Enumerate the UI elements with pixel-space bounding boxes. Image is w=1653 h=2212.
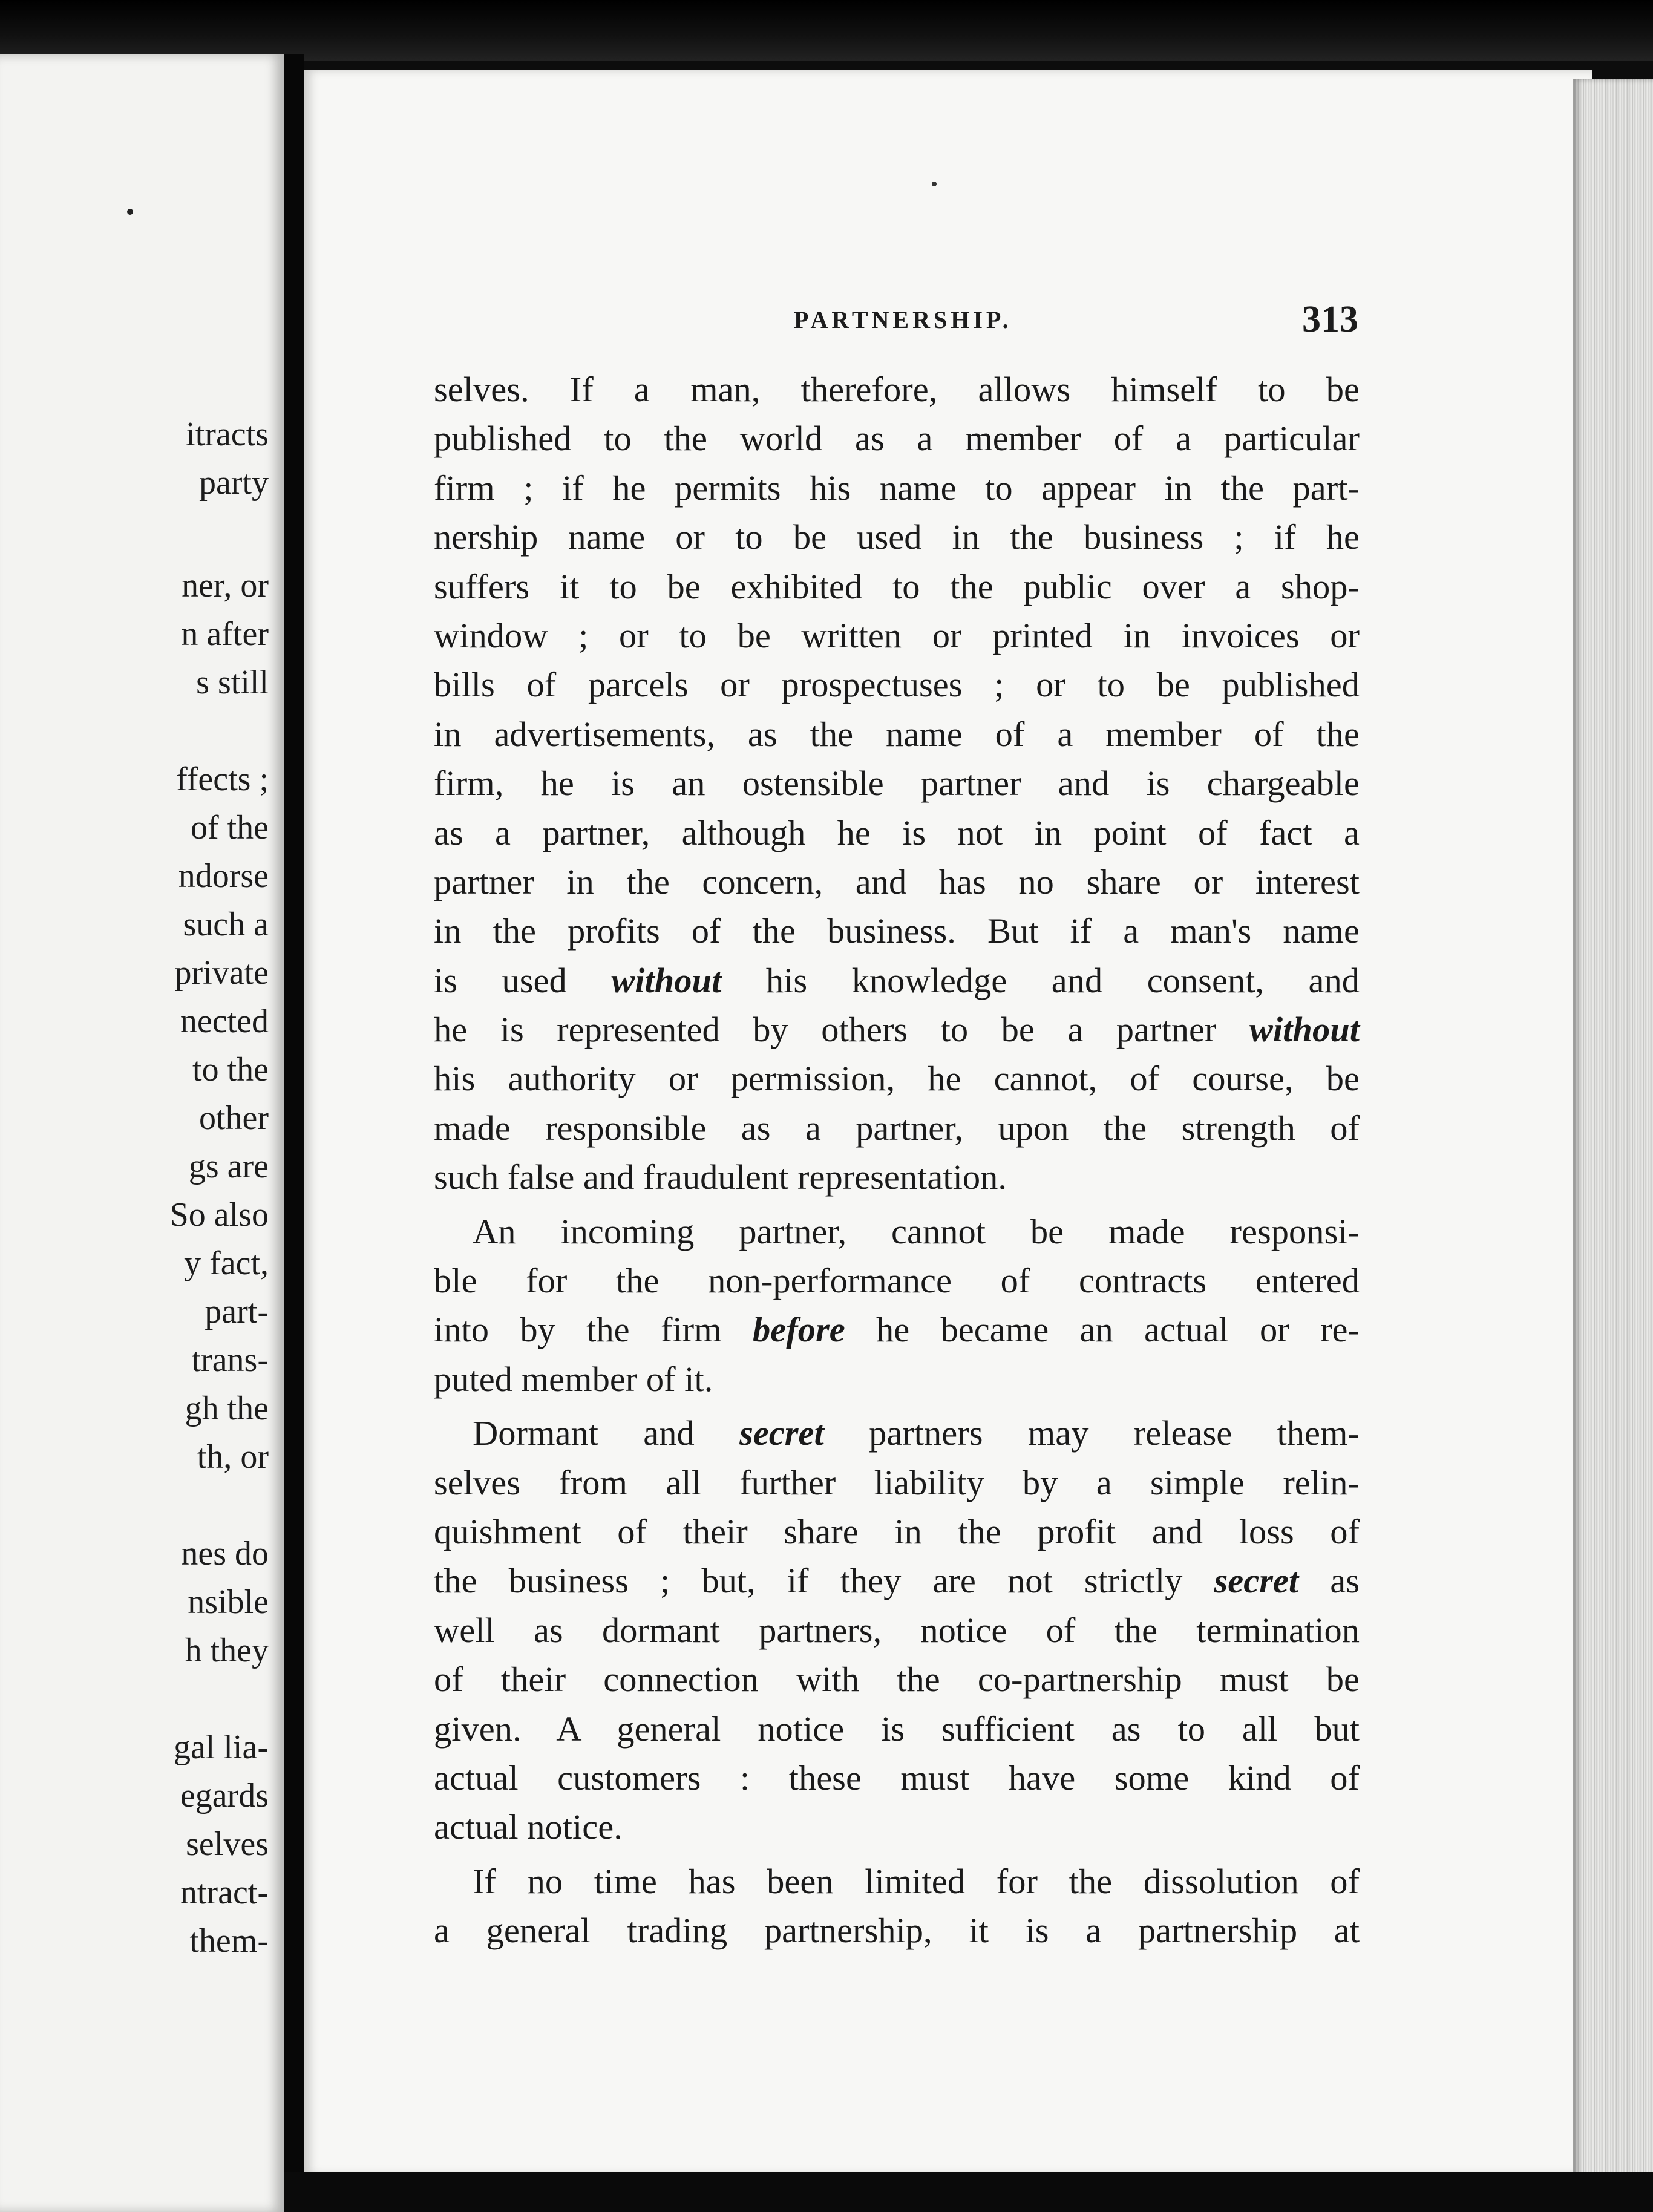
- left-page-line: party: [198, 464, 269, 502]
- scan-top-border: [0, 0, 1653, 61]
- left-page-line: them-: [189, 1922, 269, 1960]
- left-page-line: such a: [183, 906, 269, 943]
- body-line: published to the world as a member of a particular: [434, 419, 1360, 459]
- body-text: [434, 365, 1360, 1955]
- body-line: quishment of their share in the profit and loss of: [434, 1511, 1360, 1551]
- body-line: bills of parcels or prospectuses ; or to be published: [434, 665, 1360, 705]
- body-line: puted member of it.: [434, 1359, 713, 1399]
- body-line: nership name or to be used in the business ; if he: [434, 517, 1360, 557]
- body-line: If no time has been limited for the dissolution of: [473, 1861, 1360, 1901]
- body-line: An incoming partner, cannot be made responsi-: [473, 1211, 1360, 1251]
- left-page-line: th, or: [197, 1438, 269, 1476]
- body-line: as a partner, although he is not in point of fact a: [434, 813, 1360, 852]
- body-line: such false and fraudulent representation.: [434, 1157, 1007, 1197]
- body-line: partner in the concern, and has no share or interest: [434, 862, 1360, 901]
- left-page-line: egards: [180, 1777, 269, 1814]
- left-page-line: ntract-: [180, 1874, 269, 1911]
- left-page-line: of the: [190, 809, 269, 846]
- left-page-line: other: [198, 1099, 269, 1137]
- left-page-line: n after: [181, 615, 269, 653]
- left-page-line: to the: [192, 1051, 269, 1088]
- body-line: in the profits of the business. But if a man's name: [434, 911, 1360, 951]
- left-page-line: So also: [169, 1196, 269, 1234]
- left-page-line: nes do: [181, 1535, 269, 1572]
- left-page-line: ffects ;: [176, 761, 269, 798]
- body-line: the business ; but, if they are not strictly secret as: [434, 1561, 1360, 1601]
- body-line: in advertisements, as the name of a member of the: [434, 714, 1360, 754]
- left-page-line: private: [174, 954, 269, 992]
- left-page-line: nected: [180, 1003, 269, 1040]
- left-page-line: s still: [196, 664, 269, 701]
- body-line: selves from all further liability by a simple relin-: [434, 1462, 1360, 1502]
- scan-bottom-border: [284, 2172, 1653, 2212]
- left-page-line: part-: [205, 1293, 269, 1330]
- left-page-line: y fact,: [184, 1245, 269, 1282]
- body-line: into by the firm before he became an actual or re-: [434, 1310, 1360, 1350]
- body-line: suffers it to be exhibited to the public over a shop-: [434, 566, 1360, 606]
- body-line: window ; or to be written or printed in invoices or: [434, 615, 1360, 655]
- page-number: 313: [1302, 299, 1358, 340]
- body-line: given. A general notice is sufficient as to all but: [434, 1709, 1360, 1749]
- body-line: actual notice.: [434, 1807, 623, 1847]
- body-line: is used without his knowledge and consent, and: [434, 960, 1360, 1000]
- body-line: his authority or permission, he cannot, of course, be: [434, 1059, 1360, 1099]
- left-page-line: h they: [185, 1632, 269, 1669]
- left-page-line: ner, or: [182, 567, 269, 604]
- body-line: he is represented by others to be a partner without: [434, 1010, 1360, 1050]
- left-page-line: nsible: [188, 1583, 269, 1621]
- left-page: [0, 54, 284, 2212]
- body-line: made responsible as a partner, upon the strength of: [434, 1108, 1360, 1148]
- body-line: selves. If a man, therefore, allows himself to be: [434, 370, 1360, 409]
- body-line: firm ; if he permits his name to appear in the part-: [434, 468, 1360, 508]
- body-line: of their connection with the co-partnership must be: [434, 1660, 1360, 1700]
- page-edges: [1573, 79, 1653, 2212]
- right-page: [304, 70, 1592, 2175]
- left-page-line: ndorse: [178, 857, 269, 895]
- body-line: actual customers : these must have some kind of: [434, 1758, 1360, 1798]
- body-line: firm, he is an ostensible partner and is chargeable: [434, 764, 1360, 803]
- left-page-line: selves: [186, 1825, 269, 1863]
- left-page-line: gs are: [188, 1148, 269, 1185]
- running-head: PARTNERSHIP.: [794, 306, 1012, 333]
- book-gutter: [284, 54, 304, 2212]
- left-page-line: itracts: [186, 416, 269, 453]
- ink-speck: [932, 182, 937, 186]
- left-page-line: trans-: [191, 1341, 269, 1379]
- body-line: a general trading partnership, it is a partnership at: [434, 1911, 1360, 1951]
- ink-speck: [127, 209, 133, 215]
- left-page-line: gh the: [185, 1390, 269, 1427]
- body-line: Dormant and secret partners may release them-: [473, 1413, 1360, 1453]
- body-line: ble for the non-performance of contracts entered: [434, 1261, 1360, 1301]
- body-line: well as dormant partners, notice of the termination: [434, 1610, 1360, 1650]
- left-page-line: gal lia-: [173, 1729, 269, 1766]
